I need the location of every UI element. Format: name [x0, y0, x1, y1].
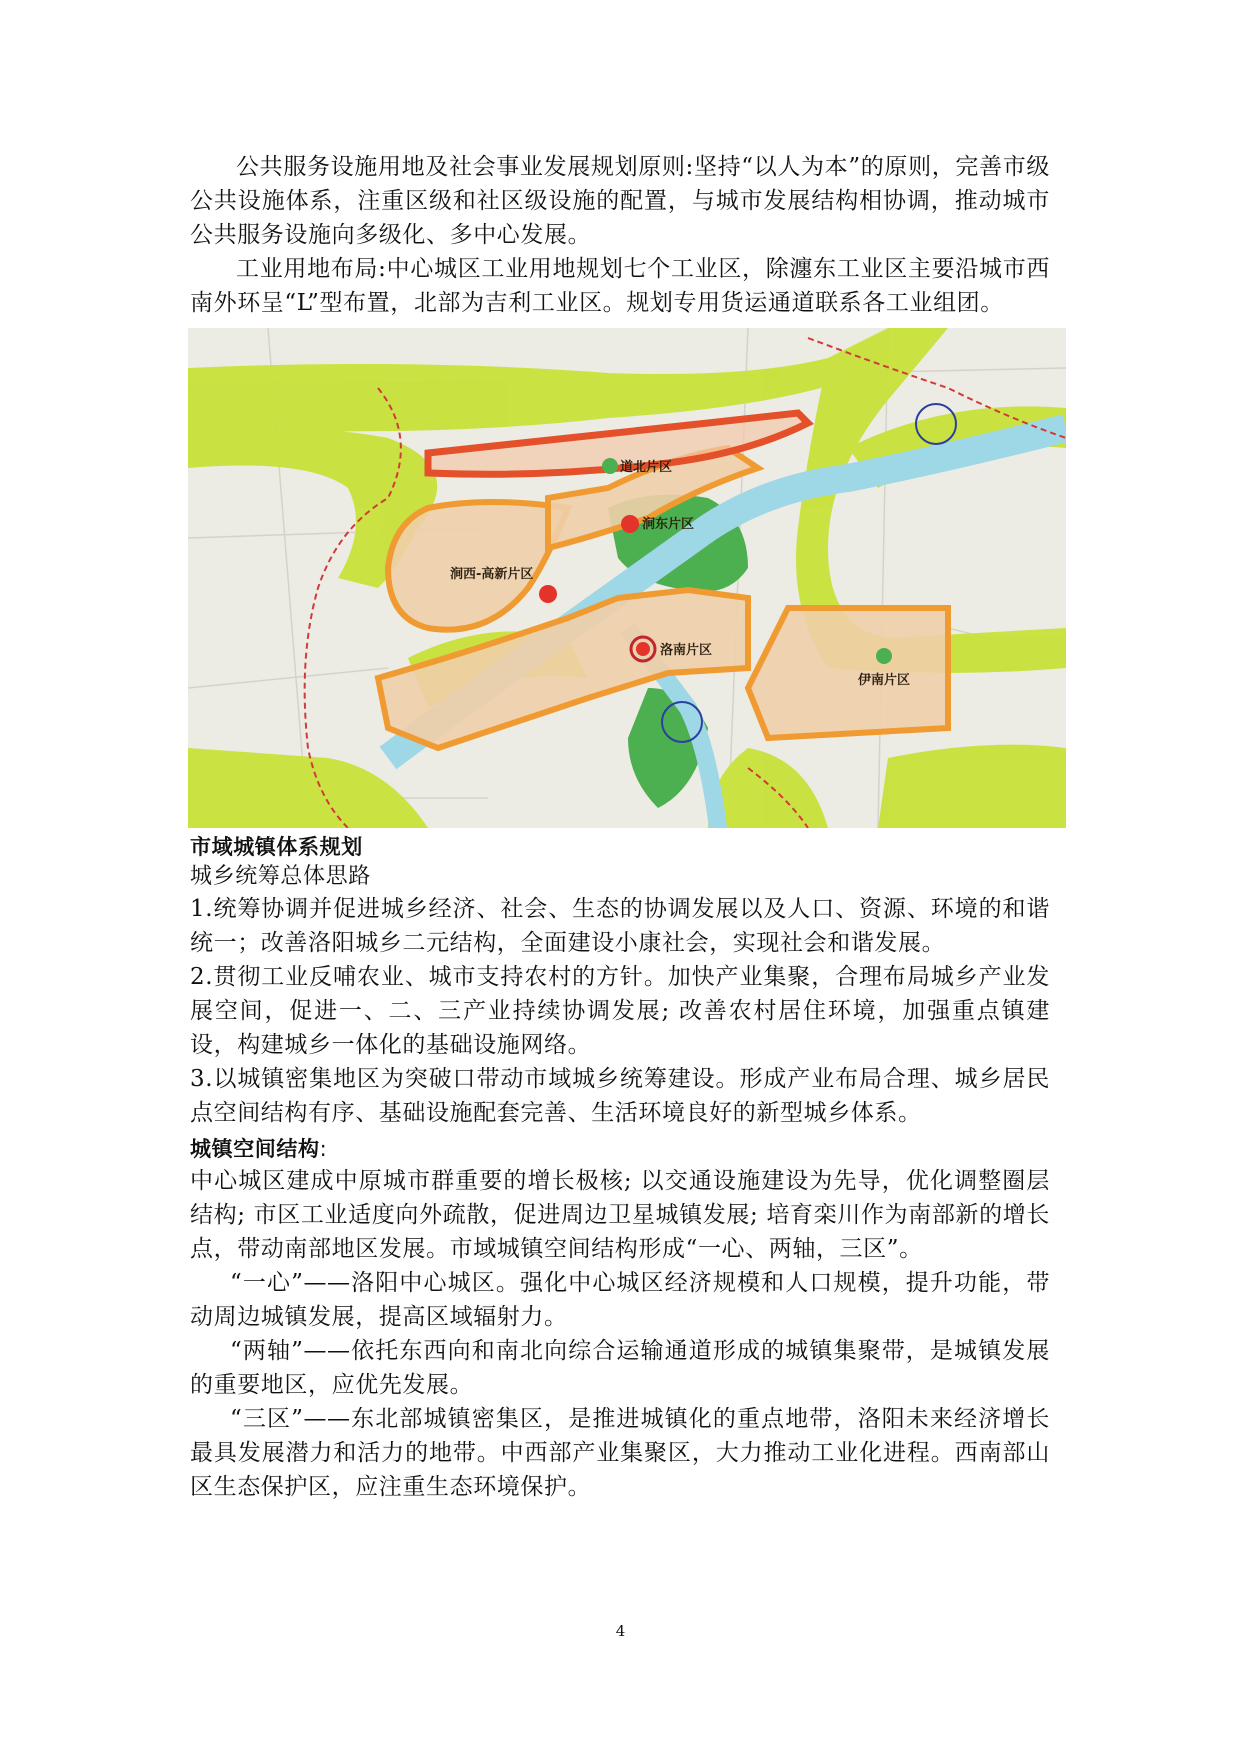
yinan-label: 伊南片区 — [858, 673, 911, 688]
luonan-label: 洛南片区 — [660, 643, 713, 658]
jianxi-label: 涧西-高新片区 — [450, 567, 534, 582]
daobei-label: 道北片区 — [620, 460, 673, 475]
spatial-structure-title: 城镇空间结构 — [190, 1137, 320, 1161]
list-item-2: 2.贯彻工业反哺农业、城市支持农村的方针。加快产业集聚，合理布局城乡产业发展空间，促进一、二、三产业持续协调发展; 改善农村居住环境，加强重点镇建设，构建城乡一体化的基础设施网络。 — [190, 964, 1050, 1058]
paragraph-two-axes: “两轴”——依托东西向和南北向综合运输通道形成的城镇集聚带，是城镇发展的重要地区，应优先发展。 — [190, 1338, 1050, 1398]
paragraph-public-services: 公共服务设施用地及社会事业发展规划原则:坚持“以人为本”的原则，完善市级公共设施体系，注重区级和社区级设施的配置，与城市发展结构相协调，推动城市公共服务设施向多级化、多中心发展。 — [190, 154, 1050, 248]
list-item-1: 1.统筹协调并促进城乡经济、社会、生态的协调发展以及人口、资源、环境的和谐统一；改善洛阳城乡二元结构，全面建设小康社会，实现社会和谐发展。 — [190, 896, 1050, 956]
paragraph-three-zones: “三区”——东北部城镇密集区，是推进城镇化的重点地带，洛阳未来经济增长最具发展潜力和活力的地带。中西部产业集聚区，大力推动工业化进程。西南部山区生态保护区，应注重生态环境保护。 — [190, 1406, 1050, 1500]
section-heading-spatial-structure — [190, 1134, 1050, 1164]
section-heading-urban-system: 市域城镇体系规划 — [190, 835, 363, 859]
page-content — [190, 150, 1050, 1504]
paragraph-spatial-intro: 中心城区建成中原城市群重要的增长极核; 以交通设施建设为先导，优化调整圈层结构; 市区工业适度向外疏散，促进周边卫星城镇发展; 培育栾川作为南部新的增长点，带动南部地区发展。市域城镇空间结构形成“一心、两轴，三区”。 — [190, 1168, 1050, 1262]
jianxi-marker — [539, 585, 557, 603]
daobei-marker — [602, 458, 618, 474]
jiandong-marker — [621, 515, 639, 533]
heading-colon: : — [319, 1137, 328, 1161]
page-number: 4 — [615, 1622, 626, 1640]
list-item-3: 3.以城镇密集地区为突破口带动市域城乡统筹建设。形成产业布局合理、城乡居民点空间结构有序、基础设施配套完善、生活环境良好的新型城乡体系。 — [190, 1066, 1050, 1126]
paragraph-one-center: “一心”——洛阳中心城区。强化中心城区经济规模和人口规模，提升功能，带动周边城镇发展，提高区域辐射力。 — [190, 1270, 1050, 1330]
yinan-marker — [876, 648, 892, 664]
luonan-marker — [636, 642, 650, 656]
subheading-overall-approach: 城乡统筹总体思路 — [190, 864, 371, 889]
planning-map — [188, 328, 1066, 828]
jiandong-label: 涧东片区 — [642, 517, 695, 532]
paragraph-industrial-layout: 工业用地布局:中心城区工业用地规划七个工业区，除瀍东工业区主要沿城市西南外环呈“L”型布置，北部为吉利工业区。规划专用货运通道联系各工业组团。 — [190, 256, 1050, 316]
